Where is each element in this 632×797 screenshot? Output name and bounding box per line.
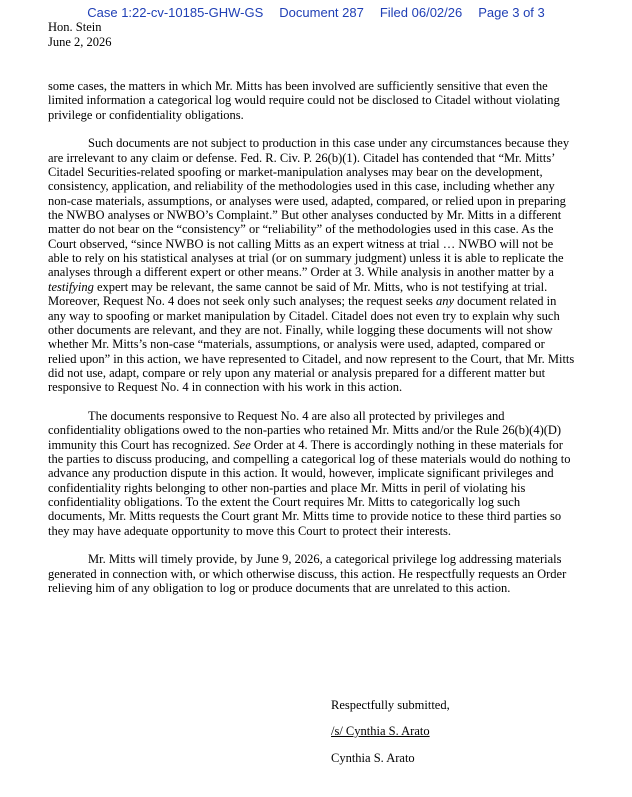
paragraph-privilege (48, 409, 576, 538)
paragraph-privilege-part-2: Order at 4. There is accordingly nothing in these materials for the parties to discuss producing, and compelling a categorical log of these materials would do nothing to advance any production dispute in this action. It would, however, implicate significant privileges and confidentiality rights belonging to other non-parties and place Mr. Mitts in peril of violating his confidentiality obligations. To the extent the Court requires Mr. Mitts to categorically log such documents, Mr. Mitts requests the Court grant Mr. Mitts time to provide notice to these third parties so they may have adequate opportunity to move this Court to protect their interests. (48, 437, 571, 538)
case-number: Case 1:22-cv-10185-GHW-GS (87, 5, 264, 20)
emphasis-see: See (233, 437, 251, 452)
paragraph-relevance-part-2: expert may be relevant, the same cannot be said of Mr. Mitts, who is not testifying at trial. Moreover, Request No. 4 does not seek only such analyses; the request seeks (48, 279, 548, 309)
emphasis-testifying: testifying (48, 279, 94, 294)
ecf-filing-header (0, 5, 632, 20)
signature-esign: /s/ Cynthia S. Arato (331, 724, 430, 738)
paragraph-continued: some cases, the matters in which Mr. Mitts has been involved are sufficiently sensitive that even the limited information a categorical log would require could not be disclosed to Citadel without violating privilege or confidentiality obligations. (48, 79, 560, 122)
letter-body (48, 79, 576, 595)
paragraph-conclusion: Mr. Mitts will timely provide, by June 9, 2026, a categorical privilege log addressing materials generated in connection with, or which otherwise discuss, this action. He respectfully requests an Order relieving him of any obligation to log or produce documents that are unrelated to this action. (48, 552, 567, 596)
paragraph-relevance-part-1: Such documents are not subject to production in this case under any circumstances because they are irrelevant to any claim or defense. Fed. R. Civ. P. 26(b)(1). Citadel has contended that “Mr. Mitts’ Citadel Securities-related spoofing or market-manipulation analyses may bear on the development, consistency, application, and reliability of the methodologies used in this case, including whether any non-case materials, assumptions, or analyses were used, adapted, compared, or relied upon in preparing the NWBO analyses or NWBO’s Complaint.” But other analyses conducted by Mr. Mitts in a different matter do not bear on the “consistency” or “reliability” of the methodologies used in this case. As the Court observed, “since NWBO is not calling Mitts as an expert witness at trial … NWBO will not be able to rely on his statistical analyses at trial (or on summary judgment) unless it is able to replicate the analyses through a different expert or other means.” Order at 3. While analysis in another matter by a (48, 136, 570, 280)
document-number: Document 287 (279, 5, 364, 20)
paragraph-relevance (48, 136, 576, 394)
page-indicator: Page 3 of 3 (478, 5, 545, 20)
paragraph-relevance-part-3: document related in any way to spoofing or market manipulation by Citadel. Citadel does not even try to explain why such other documents are relevant, and they are not. Finally, while logging these documents will not show whether Mr. Mitts’s non-case “materials, assumptions, or analysis were used, adapted, compared or relied upon” in this action, we have represented to Citadel, and now represent to the Court, that Mr. Mitts did not use, adapt, compare or rely upon any material or analysis prepared for a different matter but responsive to Request No. 4 in connection with his work in this action. (48, 294, 575, 395)
letter-date: June 2, 2026 (48, 35, 112, 49)
addressee: Hon. Stein (48, 20, 102, 34)
filed-date: Filed 06/02/26 (379, 5, 463, 20)
paragraph-privilege-part-1: The documents responsive to Request No. 4 are also all protected by privileges and confidentiality obligations owed to the non-parties who retained Mr. Mitts and/or the Rule 26(b)(4)(D) immunity this Court has recognized. (48, 408, 562, 452)
signature-name: Cynthia S. Arato (331, 751, 415, 765)
emphasis-any: any (435, 294, 455, 309)
signature-closing: Respectfully submitted, (331, 698, 450, 712)
